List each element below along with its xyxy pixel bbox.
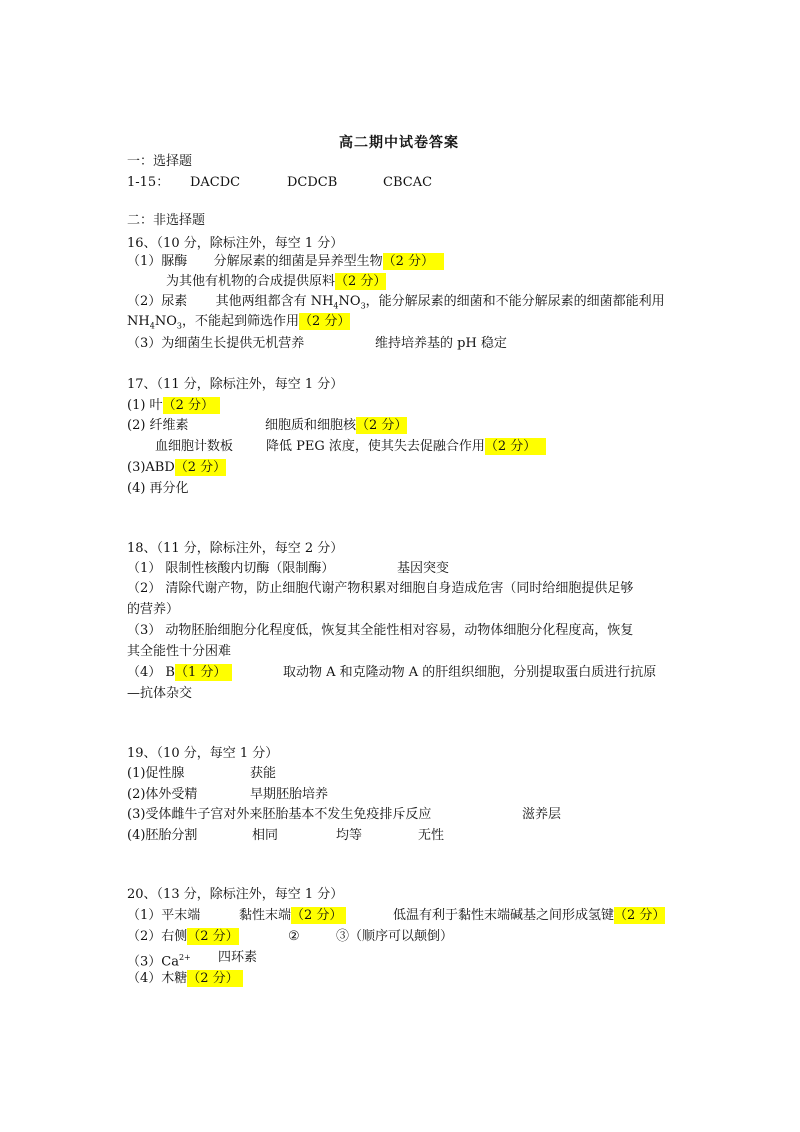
q17-l5a: (4) 再分化: [127, 481, 189, 496]
q16-l3c: NO: [338, 294, 361, 309]
q16-l4-sub1: 4: [149, 321, 155, 331]
part2-heading: 二：非选择题: [127, 213, 206, 228]
q19-l4b: 相同: [252, 828, 279, 843]
q20-line-2: [127, 928, 239, 946]
q20-line-1d: [393, 907, 665, 925]
q16-l3a: （2）尿素: [127, 294, 188, 309]
q16-l4a: NH: [127, 314, 150, 329]
q16-line-4: [127, 313, 350, 336]
q17-l3a: 血细胞计数板: [155, 439, 234, 454]
page-title: 高二期中试卷答案: [339, 135, 459, 151]
q16-header: 16、（10 分，除标注外，每空 1 分）: [127, 236, 344, 251]
q16-l1a: （1）脲酶: [127, 254, 188, 269]
q16-l1c-highlight: （2 分）: [382, 254, 434, 269]
q20-header: 20、（13 分，除标注外，每空 1 分）: [127, 887, 344, 902]
q17-l4a: (3)ABD: [127, 460, 175, 475]
q18-header: 18、（11 分，除标注外，每空 2 分）: [127, 541, 344, 556]
q17-l2a: (2) 纤维素: [127, 418, 189, 433]
q20-l1a: （1）平末端: [127, 908, 201, 923]
q16-l2b-highlight: （2 分）: [335, 274, 387, 289]
q20-l3a: （3）Ca: [127, 954, 179, 970]
q18-l2a: （2） 清除代谢产物，防止细胞代谢产物积累对细胞自身造成危害（同时给细胞提供足够: [127, 581, 634, 596]
q16-line-5: [127, 335, 304, 353]
q19-l1b: 获能: [250, 766, 277, 781]
q16-l4-sub2: 3: [176, 321, 182, 331]
q20-l4b-highlight: （2 分）: [187, 971, 239, 986]
q20-l2a: （2）右侧: [127, 929, 188, 944]
q17-line-3b: [266, 438, 546, 456]
q20-line-1b: [239, 907, 346, 925]
q18-l4a: （3） 动物胚胎细胞分化程度低，恢复其全能性相对容易，动物体细胞分化程度高，恢复: [127, 623, 634, 638]
q17-l2b: 细胞质和细胞核: [265, 418, 357, 433]
q18-l1b: 基因突变: [397, 561, 450, 576]
q19-l3b: 滋养层: [522, 807, 562, 822]
q19-header: 19、（10 分，每空 1 分）: [127, 746, 279, 761]
q16-l2a: 为其他有机物的合成提供原料: [166, 274, 336, 289]
q18-l1a: （1） 限制性核酸内切酶（限制酶）: [127, 561, 335, 576]
q18-l6a: （4） B: [127, 665, 175, 680]
q20-line-3: [127, 949, 191, 971]
q16-l4b: NO: [154, 314, 177, 329]
q19-l3a: (3)受体雌牛子宫对外来胚胎基本不发生免疫排斥反应: [127, 807, 432, 822]
q19-l4d: 无性: [418, 828, 445, 843]
q19-l2b: 早期胚胎培养: [250, 787, 329, 802]
part1-group-1: DACDC: [190, 175, 241, 190]
q20-line-4: [127, 970, 243, 988]
q16-l1b: 分解尿素的细菌是异养型生物: [213, 254, 383, 269]
q17-line-2b: [265, 417, 407, 435]
q16-l3-sub1: 4: [333, 301, 339, 311]
q17-l2c-highlight: （2 分）: [356, 418, 408, 433]
q17-header: 17、（11 分，除标注外，每空 1 分）: [127, 377, 344, 392]
q20-l1e-highlight: （2 分）: [614, 908, 666, 923]
q20-l3b: 四环素: [218, 950, 258, 965]
part1-group-2: DCDCB: [287, 175, 338, 190]
q16-l3-sub2: 3: [360, 301, 366, 311]
q16-l4c: ，不能起到筛选作用: [181, 314, 299, 329]
q18-l6c: 取动物 A 和克隆动物 A 的肝组织细胞，分别提取蛋白质进行抗原: [283, 665, 657, 680]
q20-l3-sup: 2+: [178, 953, 191, 962]
q19-l4c: 均等: [336, 828, 363, 843]
q20-l1c-highlight: （2 分）: [291, 908, 343, 923]
q18-l6b-highlight: （1 分）: [174, 665, 227, 680]
q17-l3b: 降低 PEG 浓度，使其失去促融合作用: [266, 439, 485, 454]
q17-l3c-highlight: （2 分）: [484, 439, 537, 454]
q20-l4a: （4）木糖: [127, 971, 188, 986]
q17-line-4: [127, 459, 226, 477]
q18-l5a: 其全能性十分困难: [127, 644, 232, 659]
q20-l1d: 低温有利于黏性末端碱基之间形成氢键: [393, 908, 615, 923]
q16-line-1: [127, 253, 444, 271]
q16-line-2: [166, 273, 386, 291]
q17-line-1: [127, 397, 220, 415]
q20-l2b-highlight: （2 分）: [187, 929, 239, 944]
q20-l2c: ②: [288, 929, 300, 944]
q20-l1b: 黏性末端: [239, 908, 292, 923]
q19-l2a: (2)体外受精: [127, 787, 198, 802]
q20-l2d: ③（顺序可以颠倒）: [336, 929, 454, 944]
q16-l3d: ，能分解尿素的细菌和不能分解尿素的细菌都能利用: [365, 294, 665, 309]
q16-l5a: （3）为细菌生长提供无机营养: [127, 336, 305, 351]
q18-l7a: —抗体杂交: [127, 686, 193, 701]
part1-heading: 一：选择题: [127, 154, 193, 169]
q19-l1a: (1)促性腺: [127, 766, 185, 781]
q19-l4a: (4)胚胎分割: [127, 828, 198, 843]
q17-l1b-highlight: （2 分）: [162, 398, 214, 413]
q16-l5b: 维持培养基的 pH 稳定: [375, 336, 507, 351]
q18-l3a: 的营养）: [127, 602, 180, 617]
q16-l4d-highlight: （2 分）: [298, 314, 351, 329]
q17-l4b-highlight: （2 分）: [174, 460, 227, 475]
part1-group-3: CBCAC: [383, 175, 433, 190]
q16-l3b: 其他两组都含有 NH: [215, 294, 334, 309]
q18-line-6: [127, 664, 232, 682]
part1-range: 1-15：: [127, 175, 170, 190]
q17-l1a: (1) 叶: [127, 398, 163, 413]
